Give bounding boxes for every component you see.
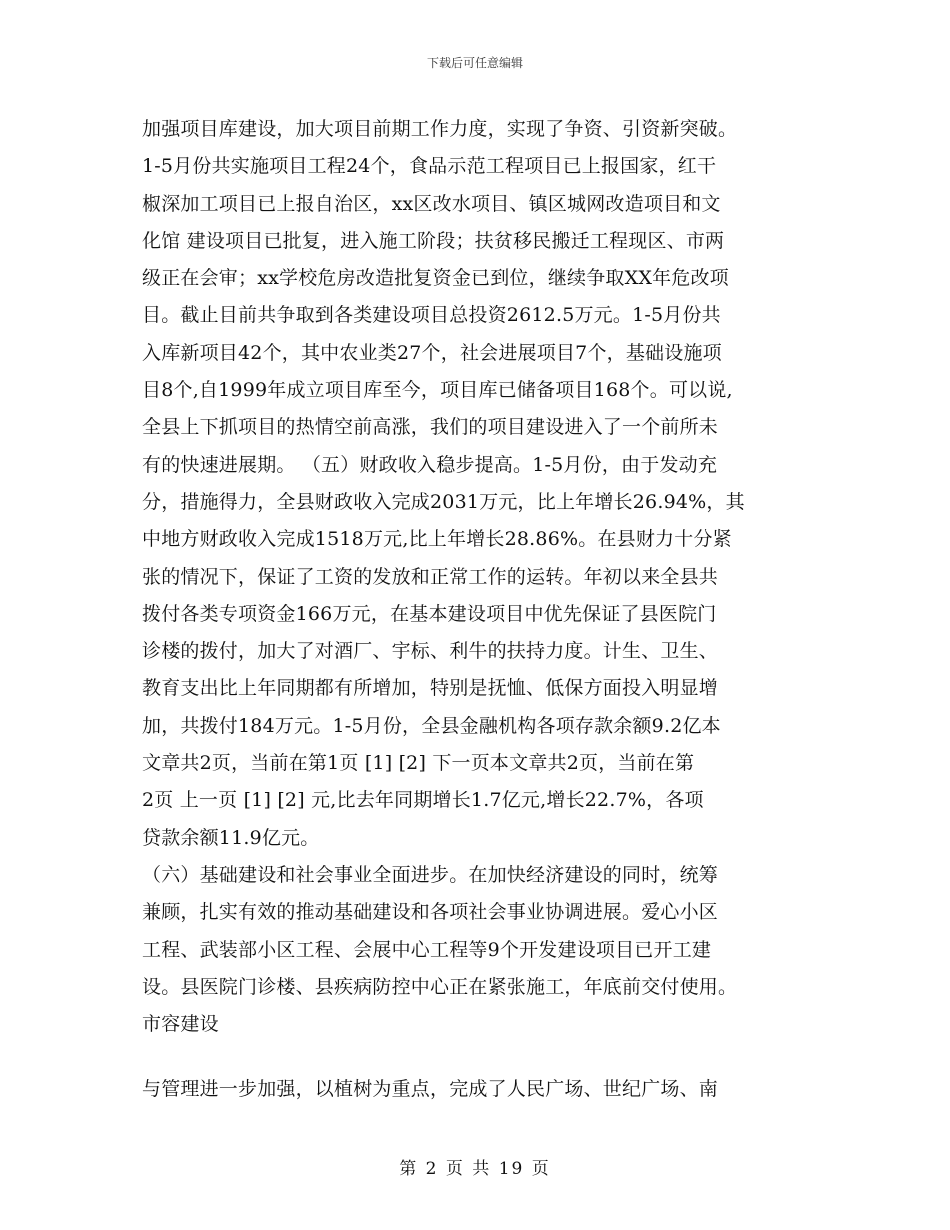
text-line: 设。县医院门诊楼、县疾病防控中心正在紧张施工，年底前交付使用。 bbox=[142, 975, 738, 998]
text-line: 中地方财政收入完成1518万元,比上年增长28.86%。在县财力十分紧 bbox=[142, 528, 732, 551]
text-line: 与管理进一步加强，以植树为重点，完成了人民广场、世纪广场、南 bbox=[142, 1078, 719, 1100]
text-line: 目8个,自1999年成立项目库至今，项目库已储备项目168个。可以说, bbox=[142, 379, 733, 402]
text-line: 2页 上一页 [1] [2] 元,比去年同期增长1.7亿元,增长22.7%，各项 bbox=[142, 789, 704, 812]
text-line: （六）基础建设和社会事业全面进步。在加快经济建设的同时，统筹 bbox=[142, 863, 719, 886]
text-line: 分，措施得力，全县财政收入完成2031万元，比上年增长26.94%，其 bbox=[142, 490, 745, 513]
text-line: 张的情况下，保证了工资的发放和正常工作的运转。年初以来全县共 bbox=[142, 565, 719, 588]
text-line: 1-5月份共实施项目工程24个，食品示范工程项目已上报国家，红干 bbox=[142, 155, 717, 178]
text-line: 加，共拨付184万元。1-5月份，全县金融机构各项存款余额9.2亿本 bbox=[142, 714, 721, 737]
page-header: 下载后可任意编辑 bbox=[426, 56, 523, 70]
text-line: 工程、武装部小区工程、会展中心工程等9个开发建设项目已开工建 bbox=[142, 938, 712, 961]
text-line: 诊楼的拨付，加大了对酒厂、宇标、利牛的扶持力度。计生、卫生、 bbox=[142, 640, 719, 663]
text-line: 级正在会审；xx学校危房改造批复资金已到位，继续争取XX年危改项 bbox=[142, 267, 729, 290]
text-line: 贷款余额11.9亿元。 bbox=[142, 826, 320, 849]
text-line: 目。截止目前共争取到各类建设项目总投资2612.5万元。1-5月份共 bbox=[142, 304, 721, 327]
text-line: 兼顾，扎实有效的推动基础建设和各项社会事业协调进展。爱心小区 bbox=[142, 901, 719, 924]
text-line: 椒深加工项目已上报自治区，xx区改水项目、镇区城网改造项目和文 bbox=[142, 192, 721, 215]
text-line: 有的快速进展期。 （五）财政收入稳步提高。1-5月份，由于发动充 bbox=[142, 453, 718, 476]
text-line: 市容建设 bbox=[142, 1013, 219, 1036]
text-line: 入库新项目42个，其中农业类27个，社会进展项目7个，基础设施项 bbox=[142, 341, 722, 364]
text-line: 全县上下抓项目的热情空前高涨，我们的项目建设进入了一个前所未 bbox=[142, 416, 719, 439]
page-number-footer: 第 2 页 共 19 页 bbox=[399, 1159, 551, 1179]
text-line: 化馆 建设项目已批复，进入施工阶段；扶贫移民搬迁工程现区、市两 bbox=[142, 229, 725, 252]
text-line: 教育支出比上年同期都有所增加，特别是抚恤、低保方面投入明显增 bbox=[142, 677, 719, 700]
body-text-continued bbox=[142, 1071, 812, 1108]
text-line: 文章共2页，当前在第1页 [1] [2] 下一页本文章共2页，当前在第 bbox=[142, 752, 695, 775]
text-line: 加强项目库建设，加大项目前期工作力度，实现了争资、引资新突破。 bbox=[142, 118, 738, 140]
text-line: 拨付各类专项资金166万元，在基本建设项目中优先保证了县医院门 bbox=[142, 602, 717, 625]
body-text bbox=[142, 111, 812, 1043]
